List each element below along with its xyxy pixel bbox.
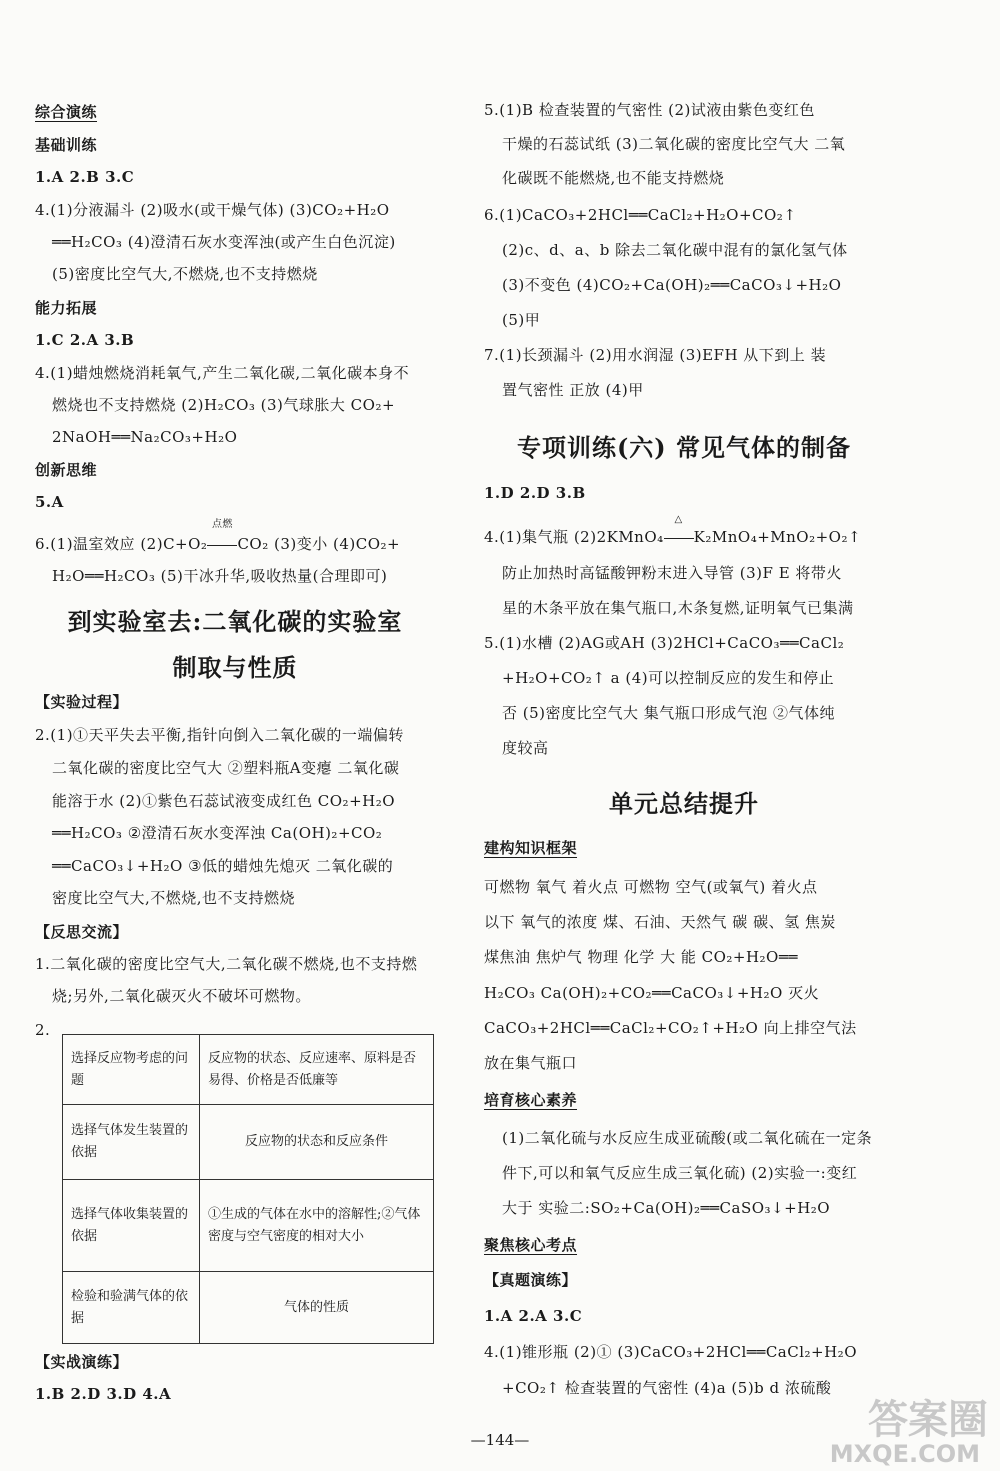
answer-line: (5)甲	[502, 311, 541, 329]
answer-text: 6.(1)温室效应 (2)C+O₂	[35, 535, 208, 553]
chapter-title: 到实验室去:二氧化碳的实验室	[67, 607, 403, 636]
answer-line: 7.(1)长颈漏斗 (2)用水润湿 (3)EFH 从下到上 装	[484, 346, 827, 364]
subsection-heading: 基础训练	[35, 136, 98, 154]
answer-line: 防止加热时高锰酸钾粉末进入导管 (3)F E 将带火	[502, 564, 842, 582]
chapter-title: 专项训练(六) 常见气体的制备	[516, 433, 852, 462]
subsection-heading: 创新思维	[35, 461, 98, 479]
table-row	[63, 1180, 434, 1272]
answer-line: (3)不变色 (4)CO₂+Ca(OH)₂══CaCO₃↓+H₂O	[502, 276, 842, 294]
answer-line: 4.(1)蜡烛燃烧消耗氧气,产生二氧化碳,二氧化碳本身不	[35, 364, 410, 382]
section-heading: 【真题演练】	[484, 1271, 578, 1289]
answer-line: 2NaOH══Na₂CO₃+H₂O	[52, 428, 238, 446]
answer-line: 星的木条平放在集气瓶口,木条复燃,证明氧气已集满	[502, 599, 854, 617]
answer-line: 置气密性 正放 (4)甲	[502, 381, 644, 399]
answer-line: 可燃物 氧气 着火点 可燃物 空气(或氧气) 着火点	[484, 878, 818, 896]
answer-line: 5.(1)B 检查装置的气密性 (2)试液由紫色变红色	[484, 101, 815, 119]
answer-text: CO₂ (3)变小 (4)CO₂+	[237, 535, 401, 553]
watermark-url: MXQE.COM	[829, 1440, 980, 1468]
answer-line: 4.(1)锥形瓶 (2)① (3)CaCO₃+2HCl══CaCl₂+H₂O	[484, 1343, 857, 1361]
answer-line: 1.A 2.B 3.C	[35, 168, 135, 186]
answer-text: K₂MnO₄+MnO₂+O₂↑	[693, 528, 862, 546]
answer-line: 二氧化碳的密度比空气大 ②塑料瓶A变瘪 二氧化碳	[52, 759, 400, 777]
table-cell: 选择气体发生装置的依据	[63, 1105, 200, 1180]
answer-line: ══H₂CO₃ (4)澄清石灰水变浑浊(或产生白色沉淀)	[52, 233, 396, 251]
table-cell: ①生成的气体在水中的溶解性;②气体密度与空气密度的相对大小	[200, 1180, 434, 1272]
page-number: —144—	[470, 1431, 530, 1449]
answer-line: 1.A 2.A 3.C	[484, 1307, 583, 1325]
table-cell: 气体的性质	[200, 1272, 434, 1344]
answer-line: 1.D 2.D 3.B	[484, 484, 586, 502]
table-row	[63, 1035, 434, 1105]
answer-line: 度较高	[502, 739, 549, 757]
answer-line: 放在集气瓶口	[484, 1054, 578, 1072]
answer-line: 密度比空气大,不燃烧,也不支持燃烧	[52, 889, 296, 907]
table-cell: 反应物的状态、反应速率、原料是否易得、价格是否低廉等	[200, 1035, 434, 1105]
answer-line: +CO₂↑ 检查装置的气密性 (4)a (5)b d 浓硫酸	[502, 1379, 832, 1397]
table-cell: 选择反应物考虑的问题	[63, 1035, 200, 1105]
answer-line: 否 (5)密度比空气大 集气瓶口形成气泡 ②气体纯	[502, 704, 836, 722]
table-cell: 反应物的状态和反应条件	[200, 1105, 434, 1180]
section-heading: 综合演练	[35, 103, 98, 121]
answer-line: 2.	[35, 1021, 51, 1039]
section-heading: 建构知识框架	[484, 839, 578, 857]
answer-line: ══CaCO₃↓+H₂O ③低的蜡烛先熄灭 二氧化碳的	[52, 857, 394, 875]
section-heading: 【实验过程】	[35, 693, 129, 711]
heat-symbol: △	[674, 514, 683, 525]
section-heading: 【反思交流】	[35, 923, 129, 941]
chapter-title: 单元总结提升	[609, 789, 759, 818]
answer-line	[484, 514, 862, 547]
chapter-title: 制取与性质	[172, 653, 298, 682]
answer-line: 4.(1)分液漏斗 (2)吸水(或干燥气体) (3)CO₂+H₂O	[35, 201, 390, 219]
answer-line: 化碳既不能燃烧,也不能支持燃烧	[502, 169, 725, 187]
answer-line: 1.C 2.A 3.B	[35, 331, 135, 349]
section-heading: 【实战演练】	[35, 1353, 129, 1371]
table-cell: 检验和验满气体的依据	[63, 1272, 200, 1344]
answer-line: +H₂O+CO₂↑ a (4)可以控制反应的发生和停止	[502, 669, 835, 687]
answer-line: 大于 实验二:SO₂+Ca(OH)₂══CaSO₃↓+H₂O	[502, 1199, 831, 1217]
watermark-logo: 答案圈	[868, 1397, 988, 1443]
section-heading: 聚焦核心考点	[484, 1236, 578, 1254]
answer-line: 1.B 2.D 3.D 4.A	[35, 1385, 172, 1403]
answer-line: ══H₂CO₃ ②澄清石灰水变浑浊 Ca(OH)₂+CO₂	[52, 824, 383, 842]
answer-line: 以下 氧气的浓度 煤、石油、天然气 碳 碳、氢 焦炭	[484, 913, 836, 931]
section-heading: 培育核心素养	[484, 1091, 578, 1109]
answer-line: 5.A	[35, 493, 64, 511]
answer-line: (1)二氧化硫与水反应生成亚硫酸(或二氧化硫在一定条	[502, 1129, 873, 1147]
answer-line: 5.(1)水槽 (2)AG或AH (3)2HCl+CaCO₃══CaCl₂	[484, 634, 845, 652]
answer-line: (5)密度比空气大,不燃烧,也不支持燃烧	[52, 265, 318, 283]
answer-line: 2.(1)①天平失去平衡,指针向倒入二氧化碳的一端偏转	[35, 726, 404, 744]
answer-line: H₂O══H₂CO₃ (5)干冰升华,吸收热量(合理即可)	[52, 567, 388, 585]
answer-line: 能溶于水 (2)①紫色石蕊试液变成红色 CO₂+H₂O	[52, 792, 396, 810]
reaction-condition: 点燃	[211, 519, 233, 530]
answer-line: H₂CO₃ Ca(OH)₂+CO₂══CaCO₃↓+H₂O 灭火	[484, 984, 820, 1002]
answer-line: 燃烧也不支持燃烧 (2)H₂CO₃ (3)气球胀大 CO₂+	[52, 396, 396, 414]
answer-line: 件下,可以和氧气反应生成三氧化硫) (2)实验一:变红	[502, 1164, 858, 1182]
table-row	[63, 1105, 434, 1180]
answer-line: CaCO₃+2HCl══CaCl₂+CO₂↑+H₂O 向上排空气法	[484, 1019, 857, 1037]
answer-table	[62, 1034, 434, 1344]
answer-line: 烧;另外,二氧化碳灭火不破坏可燃物。	[52, 987, 311, 1005]
answer-text: 4.(1)集气瓶 (2)2KMnO₄	[484, 528, 664, 546]
answer-line: 6.(1)CaCO₃+2HCl══CaCl₂+H₂O+CO₂↑	[484, 206, 797, 224]
answer-line: 干燥的石蕊试纸 (3)二氧化碳的密度比空气大 二氧	[502, 135, 846, 153]
table-row	[63, 1272, 434, 1344]
answer-line: (2)c、d、a、b 除去二氧化碳中混有的氯化氢气体	[502, 241, 848, 259]
subsection-heading: 能力拓展	[35, 299, 98, 317]
table-cell: 选择气体收集装置的依据	[63, 1180, 200, 1272]
answer-line: 煤焦油 焦炉气 物理 化学 大 能 CO₂+H₂O══	[484, 948, 798, 966]
answer-line: 1.二氧化碳的密度比空气大,二氧化碳不燃烧,也不支持燃	[35, 955, 418, 973]
answer-line	[35, 519, 401, 554]
